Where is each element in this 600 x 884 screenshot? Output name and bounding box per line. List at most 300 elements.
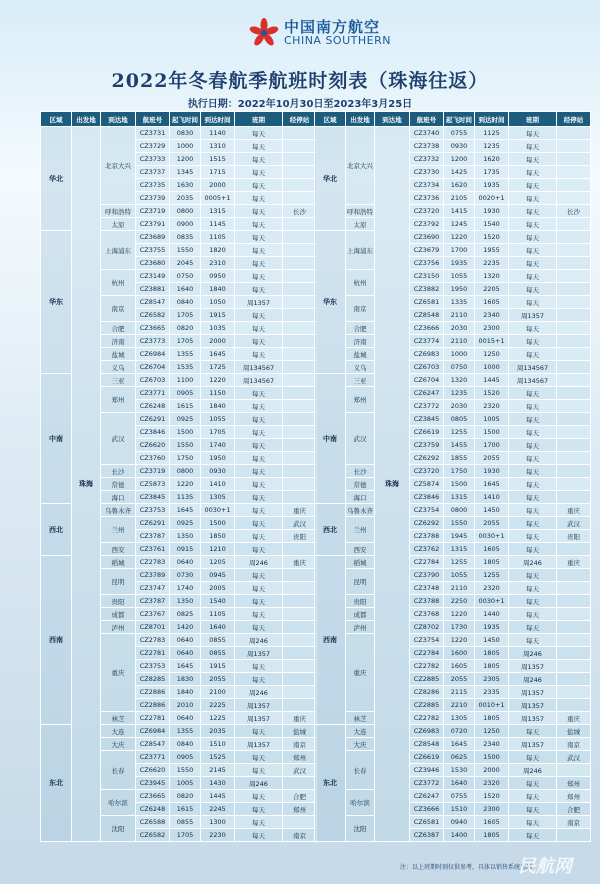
stopover-cell bbox=[557, 218, 591, 231]
schedule-days-cell: 每天 bbox=[509, 543, 557, 556]
flight-number-cell: CZ3788 bbox=[410, 530, 444, 543]
departure-time-cell: 1640 bbox=[444, 777, 475, 790]
arrival-time-cell: 2230 bbox=[201, 829, 235, 842]
departure-time-cell: 0830 bbox=[170, 127, 201, 140]
arrival-time-cell: 1105 bbox=[201, 231, 235, 244]
flight-number-cell: CZ3732 bbox=[410, 153, 444, 166]
flight-number-cell: CZ3665 bbox=[136, 322, 170, 335]
departure-time-cell: 1705 bbox=[170, 829, 201, 842]
schedule-days-cell: 周1357 bbox=[235, 647, 283, 660]
departure-time-cell: 1550 bbox=[170, 244, 201, 257]
schedule-days-cell: 周246 bbox=[235, 686, 283, 699]
departure-time-cell: 0730 bbox=[170, 569, 201, 582]
flight-number-cell: CZ3666 bbox=[410, 803, 444, 816]
region-cell: 华东 bbox=[41, 231, 72, 374]
city-cell: 乌鲁木齐 bbox=[346, 504, 375, 517]
stopover-cell: 武汉 bbox=[283, 517, 317, 530]
schedule-days-cell: 每天 bbox=[235, 205, 283, 218]
arrival-time-cell: 1540 bbox=[475, 218, 509, 231]
city-cell: 沈阳 bbox=[346, 816, 375, 842]
flight-number-cell: CZ2886 bbox=[136, 686, 170, 699]
schedule-days-cell: 周246 bbox=[235, 777, 283, 790]
stopover-cell bbox=[557, 374, 591, 387]
flight-number-cell: CZ3666 bbox=[410, 322, 444, 335]
departure-time-cell: 2105 bbox=[444, 192, 475, 205]
departure-time-cell: 1730 bbox=[444, 621, 475, 634]
schedule-days-cell: 每天 bbox=[235, 426, 283, 439]
schedule-days-cell: 每天 bbox=[509, 439, 557, 452]
flight-number-cell: CZ6581 bbox=[410, 816, 444, 829]
flight-number-cell: CZ6619 bbox=[410, 751, 444, 764]
stopover-cell bbox=[557, 829, 591, 842]
flight-number-cell: CZ3689 bbox=[136, 231, 170, 244]
arrival-time-cell: 1005 bbox=[475, 413, 509, 426]
arrival-time-cell: 1915 bbox=[201, 660, 235, 673]
region-cell: 中南 bbox=[315, 374, 346, 504]
departure-time-cell: 0930 bbox=[444, 140, 475, 153]
stopover-cell bbox=[283, 179, 317, 192]
flight-number-cell: CZ6703 bbox=[136, 374, 170, 387]
flight-number-cell: CZ6620 bbox=[136, 764, 170, 777]
stopover-cell bbox=[283, 413, 317, 426]
flight-number-cell: CZ3846 bbox=[410, 491, 444, 504]
flight-number-cell: CZ6984 bbox=[136, 725, 170, 738]
table-row bbox=[315, 218, 591, 231]
stopover-cell bbox=[557, 322, 591, 335]
flight-number-cell: CZ3690 bbox=[410, 231, 444, 244]
departure-time-cell: 1345 bbox=[170, 166, 201, 179]
stopover-cell bbox=[557, 439, 591, 452]
schedule-days-cell: 每天 bbox=[235, 166, 283, 179]
city-cell: 大庆 bbox=[346, 738, 375, 751]
schedule-days-cell: 每天 bbox=[235, 452, 283, 465]
arrival-time-cell: 2055 bbox=[475, 517, 509, 530]
schedule-days-cell: 周134567 bbox=[235, 361, 283, 374]
arrival-time-cell: 2035 bbox=[201, 725, 235, 738]
table-row bbox=[315, 621, 591, 634]
departure-time-cell: 2045 bbox=[170, 257, 201, 270]
stopover-cell bbox=[283, 634, 317, 647]
departure-time-cell: 0750 bbox=[444, 361, 475, 374]
flight-number-cell: CZ6292 bbox=[410, 517, 444, 530]
stopover-cell: 郑州 bbox=[283, 751, 317, 764]
column-header: 航班号 bbox=[136, 112, 170, 127]
schedule-days-cell: 每天 bbox=[509, 504, 557, 517]
stopover-cell: 南京 bbox=[557, 738, 591, 751]
schedule-days-cell: 每天 bbox=[509, 582, 557, 595]
schedule-days-cell: 每天 bbox=[509, 283, 557, 296]
schedule-days-cell: 每天 bbox=[235, 218, 283, 231]
stopover-cell bbox=[557, 309, 591, 322]
departure-time-cell: 1220 bbox=[444, 608, 475, 621]
departure-time-cell: 2030 bbox=[444, 322, 475, 335]
schedule-days-cell: 每天 bbox=[509, 348, 557, 361]
stopover-cell bbox=[283, 244, 317, 257]
departure-time-cell: 2210 bbox=[444, 699, 475, 712]
stopover-cell bbox=[283, 465, 317, 478]
flight-number-cell: CZ6619 bbox=[410, 426, 444, 439]
flight-number-cell: CZ3739 bbox=[136, 192, 170, 205]
stopover-cell bbox=[283, 673, 317, 686]
arrival-time-cell: 2000 bbox=[475, 764, 509, 777]
departure-time-cell: 1305 bbox=[444, 712, 475, 725]
table-row bbox=[315, 361, 591, 374]
schedule-days-cell: 每天 bbox=[235, 803, 283, 816]
departure-time-cell: 2110 bbox=[444, 335, 475, 348]
city-cell: 南京 bbox=[101, 296, 136, 322]
flight-number-cell: CZ8285 bbox=[136, 673, 170, 686]
flight-number-cell: CZ2783 bbox=[136, 634, 170, 647]
city-cell: 大庆 bbox=[101, 738, 136, 751]
stopover-cell bbox=[557, 335, 591, 348]
table-row bbox=[315, 595, 591, 608]
flight-number-cell: CZ3791 bbox=[136, 218, 170, 231]
flight-number-cell: CZ8548 bbox=[410, 309, 444, 322]
stopover-cell bbox=[557, 634, 591, 647]
city-cell: 海口 bbox=[101, 491, 136, 504]
city-cell: 重庆 bbox=[346, 634, 375, 712]
arrival-time-cell: 1520 bbox=[475, 387, 509, 400]
departure-time-cell: 1100 bbox=[170, 374, 201, 387]
arrival-time-cell: 0030+1 bbox=[475, 530, 509, 543]
schedule-days-cell: 周1357 bbox=[235, 296, 283, 309]
schedule-days-cell: 周246 bbox=[509, 764, 557, 777]
stopover-cell bbox=[557, 413, 591, 426]
arrival-time-cell: 2305 bbox=[475, 673, 509, 686]
stopover-cell: 重庆 bbox=[557, 556, 591, 569]
stopover-cell: 合肥 bbox=[283, 790, 317, 803]
city-cell: 昆明 bbox=[346, 569, 375, 595]
departure-time-cell: 1550 bbox=[170, 764, 201, 777]
flight-number-cell: CZ2886 bbox=[136, 699, 170, 712]
schedule-days-cell: 每天 bbox=[235, 257, 283, 270]
schedule-days-cell: 每天 bbox=[235, 582, 283, 595]
departure-time-cell: 0755 bbox=[444, 127, 475, 140]
stopover-cell bbox=[557, 387, 591, 400]
flight-number-cell: CZ6704 bbox=[136, 361, 170, 374]
departure-time-cell: 2055 bbox=[444, 673, 475, 686]
arrival-time-cell: 0855 bbox=[201, 647, 235, 660]
stopover-cell bbox=[557, 400, 591, 413]
departure-time-cell: 1855 bbox=[444, 452, 475, 465]
table-row bbox=[315, 738, 591, 751]
departure-time-cell: 1600 bbox=[444, 647, 475, 660]
stopover-cell bbox=[283, 569, 317, 582]
arrival-time-cell: 1500 bbox=[475, 426, 509, 439]
stopover-cell bbox=[557, 153, 591, 166]
arrival-time-cell: 1445 bbox=[201, 790, 235, 803]
city-cell: 三亚 bbox=[101, 374, 136, 387]
arrival-time-cell: 1820 bbox=[201, 244, 235, 257]
flight-number-cell: CZ3759 bbox=[410, 439, 444, 452]
table-row bbox=[315, 387, 591, 400]
city-cell: 大连 bbox=[346, 725, 375, 738]
schedule-days-cell: 周1357 bbox=[509, 712, 557, 725]
schedule-days-cell: 每天 bbox=[509, 244, 557, 257]
column-header: 班期 bbox=[235, 112, 283, 127]
schedule-days-cell: 每天 bbox=[509, 400, 557, 413]
stopover-cell bbox=[283, 647, 317, 660]
schedule-days-cell: 每天 bbox=[509, 777, 557, 790]
departure-time-cell: 1355 bbox=[170, 725, 201, 738]
city-cell: 沈阳 bbox=[101, 816, 136, 842]
flight-number-cell: CZ3740 bbox=[410, 127, 444, 140]
stopover-cell: 武汉 bbox=[557, 517, 591, 530]
stopover-cell bbox=[557, 491, 591, 504]
schedule-days-cell: 每天 bbox=[235, 751, 283, 764]
arrival-time-cell: 1805 bbox=[475, 647, 509, 660]
arrival-time-cell: 2320 bbox=[475, 400, 509, 413]
departure-time-cell: 1455 bbox=[444, 439, 475, 452]
stopover-cell bbox=[557, 452, 591, 465]
departure-time-cell: 1550 bbox=[170, 439, 201, 452]
city-cell: 长春 bbox=[101, 751, 136, 790]
city-cell: 乌鲁木齐 bbox=[101, 504, 136, 517]
departure-time-cell: 0840 bbox=[170, 296, 201, 309]
arrival-time-cell: 1500 bbox=[475, 751, 509, 764]
region-cell: 华北 bbox=[315, 127, 346, 231]
city-cell: 太原 bbox=[346, 218, 375, 231]
schedule-days-cell: 每天 bbox=[235, 309, 283, 322]
region-cell: 东北 bbox=[315, 725, 346, 842]
stopover-cell: 长沙 bbox=[557, 205, 591, 218]
arrival-time-cell: 0030+1 bbox=[201, 504, 235, 517]
flight-number-cell: CZ3881 bbox=[136, 283, 170, 296]
stopover-cell bbox=[283, 426, 317, 439]
schedule-days-cell: 周246 bbox=[235, 556, 283, 569]
stopover-cell bbox=[557, 647, 591, 660]
arrival-time-cell: 0950 bbox=[201, 270, 235, 283]
flight-number-cell: CZ3774 bbox=[410, 335, 444, 348]
arrival-time-cell: 1450 bbox=[475, 504, 509, 517]
arrival-time-cell: 1140 bbox=[201, 127, 235, 140]
city-cell: 长春 bbox=[346, 751, 375, 790]
departure-time-cell: 1055 bbox=[444, 270, 475, 283]
arrival-time-cell: 2145 bbox=[201, 764, 235, 777]
flight-number-cell: CZ6582 bbox=[136, 309, 170, 322]
city-cell: 郑州 bbox=[346, 387, 375, 413]
arrival-time-cell: 1205 bbox=[201, 556, 235, 569]
stopover-cell bbox=[557, 699, 591, 712]
schedule-days-cell: 每天 bbox=[509, 166, 557, 179]
schedule-days-cell: 每天 bbox=[235, 140, 283, 153]
table-row bbox=[315, 556, 591, 569]
schedule-days-cell: 每天 bbox=[235, 608, 283, 621]
table-row bbox=[315, 413, 591, 426]
city-cell: 西安 bbox=[101, 543, 136, 556]
page-title: 2022年冬春航季航班时刻表（珠海往返） bbox=[111, 70, 489, 92]
arrival-time-cell: 2205 bbox=[475, 283, 509, 296]
departure-time-cell: 1425 bbox=[444, 166, 475, 179]
city-cell: 林芝 bbox=[101, 712, 136, 725]
schedule-days-cell: 周1357 bbox=[509, 699, 557, 712]
departure-time-cell: 0640 bbox=[170, 556, 201, 569]
departure-time-cell: 0640 bbox=[170, 634, 201, 647]
stopover-cell bbox=[557, 140, 591, 153]
arrival-time-cell: 0930 bbox=[201, 465, 235, 478]
column-header: 区域 bbox=[41, 112, 72, 127]
city-cell: 武汉 bbox=[101, 413, 136, 465]
table-row bbox=[315, 270, 591, 283]
flight-number-cell: CZ8548 bbox=[410, 738, 444, 751]
flight-number-cell: CZ3729 bbox=[136, 140, 170, 153]
schedule-days-cell: 每天 bbox=[509, 725, 557, 738]
table-row bbox=[315, 491, 591, 504]
departure-time-cell: 1700 bbox=[444, 244, 475, 257]
stopover-cell: 贵阳 bbox=[557, 530, 591, 543]
arrival-time-cell: 1935 bbox=[475, 179, 509, 192]
departure-time-cell: 1950 bbox=[444, 283, 475, 296]
departure-time-cell: 1645 bbox=[444, 738, 475, 751]
city-cell: 盐城 bbox=[346, 348, 375, 361]
column-header: 出发地 bbox=[72, 112, 101, 127]
schedule-days-cell: 每天 bbox=[235, 790, 283, 803]
flight-number-cell: CZ3755 bbox=[136, 244, 170, 257]
city-cell: 常德 bbox=[346, 478, 375, 491]
arrival-time-cell: 1050 bbox=[201, 296, 235, 309]
flight-number-cell: CZ6582 bbox=[136, 829, 170, 842]
arrival-time-cell: 1840 bbox=[201, 283, 235, 296]
schedule-days-cell: 每天 bbox=[235, 270, 283, 283]
arrival-time-cell: 2340 bbox=[475, 738, 509, 751]
flight-number-cell: CZ6983 bbox=[410, 725, 444, 738]
city-cell: 三亚 bbox=[346, 374, 375, 387]
stopover-cell bbox=[283, 439, 317, 452]
schedule-days-cell: 每天 bbox=[235, 400, 283, 413]
departure-time-cell: 1315 bbox=[444, 543, 475, 556]
departure-time-cell: 1000 bbox=[444, 348, 475, 361]
schedule-days-cell: 每天 bbox=[509, 465, 557, 478]
flight-number-cell: CZ3771 bbox=[136, 751, 170, 764]
departure-time-cell: 2110 bbox=[444, 582, 475, 595]
stopover-cell: 重庆 bbox=[283, 712, 317, 725]
city-cell: 郑州 bbox=[101, 387, 136, 413]
stopover-cell: 郑州 bbox=[557, 777, 591, 790]
departure-time-cell: 1220 bbox=[170, 478, 201, 491]
arrival-time-cell: 0945 bbox=[201, 569, 235, 582]
column-header: 起飞时间 bbox=[170, 112, 201, 127]
arrival-time-cell: 2300 bbox=[475, 322, 509, 335]
stopover-cell bbox=[557, 660, 591, 673]
region-cell: 西北 bbox=[41, 504, 72, 556]
flight-number-cell: CZ3738 bbox=[410, 140, 444, 153]
table-row bbox=[315, 465, 591, 478]
city-cell: 合肥 bbox=[346, 322, 375, 335]
table-row bbox=[315, 608, 591, 621]
departure-time-cell: 1315 bbox=[444, 491, 475, 504]
stopover-cell bbox=[283, 153, 317, 166]
kapok-flower-icon bbox=[248, 17, 280, 49]
flight-number-cell: CZ6704 bbox=[410, 374, 444, 387]
departure-time-cell: 1615 bbox=[170, 803, 201, 816]
arrival-time-cell: 1235 bbox=[475, 140, 509, 153]
departure-time-cell: 1750 bbox=[170, 452, 201, 465]
stopover-cell: 武汉 bbox=[557, 751, 591, 764]
stopover-cell bbox=[283, 582, 317, 595]
schedule-days-cell: 周246 bbox=[509, 673, 557, 686]
schedule-days-cell: 周134567 bbox=[235, 374, 283, 387]
city-cell: 济南 bbox=[101, 335, 136, 348]
departure-time-cell: 1220 bbox=[444, 634, 475, 647]
arrival-time-cell: 1640 bbox=[201, 621, 235, 634]
arrival-time-cell: 2235 bbox=[475, 257, 509, 270]
departure-time-cell: 0925 bbox=[170, 517, 201, 530]
arrival-time-cell: 1515 bbox=[201, 153, 235, 166]
schedule-days-cell: 每天 bbox=[235, 322, 283, 335]
region-cell: 中南 bbox=[41, 374, 72, 504]
hub-city-cell: 珠海 bbox=[72, 127, 101, 842]
table-row bbox=[315, 517, 591, 530]
schedule-days-cell: 周1357 bbox=[509, 309, 557, 322]
stopover-cell bbox=[283, 595, 317, 608]
flight-number-cell: CZ3762 bbox=[410, 543, 444, 556]
flight-number-cell: CZ3733 bbox=[136, 153, 170, 166]
stopover-cell: 重庆 bbox=[557, 504, 591, 517]
watermark: 民航网 bbox=[518, 856, 572, 877]
departure-time-cell: 2030 bbox=[444, 400, 475, 413]
departure-time-cell: 1200 bbox=[170, 153, 201, 166]
departure-time-cell: 1005 bbox=[170, 777, 201, 790]
schedule-days-cell: 周1357 bbox=[235, 738, 283, 751]
arrival-time-cell: 0010+1 bbox=[475, 699, 509, 712]
departure-time-cell: 2250 bbox=[444, 595, 475, 608]
city-cell: 义乌 bbox=[346, 361, 375, 374]
flight-number-cell: CZ6248 bbox=[136, 400, 170, 413]
arrival-time-cell: 1250 bbox=[475, 348, 509, 361]
stopover-cell bbox=[557, 296, 591, 309]
schedule-days-cell: 每天 bbox=[235, 621, 283, 634]
arrival-time-cell: 1315 bbox=[201, 205, 235, 218]
departure-time-cell: 1255 bbox=[444, 426, 475, 439]
city-cell: 合肥 bbox=[101, 322, 136, 335]
flight-number-cell: CZ3730 bbox=[410, 166, 444, 179]
arrival-time-cell: 1510 bbox=[201, 738, 235, 751]
schedule-days-cell: 每天 bbox=[509, 634, 557, 647]
arrival-time-cell: 1840 bbox=[201, 400, 235, 413]
city-cell: 昆明 bbox=[101, 569, 136, 595]
stopover-cell: 重庆 bbox=[283, 556, 317, 569]
flight-number-cell: CZ8701 bbox=[136, 621, 170, 634]
table-row bbox=[315, 296, 591, 309]
schedule-days-cell: 周1357 bbox=[235, 699, 283, 712]
schedule-days-cell: 每天 bbox=[235, 348, 283, 361]
departure-time-cell: 0805 bbox=[444, 413, 475, 426]
flight-number-cell: CZ6292 bbox=[410, 452, 444, 465]
stopover-cell bbox=[557, 127, 591, 140]
stopover-cell bbox=[283, 361, 317, 374]
schedule-days-cell: 每天 bbox=[509, 608, 557, 621]
flight-number-cell: CZ6387 bbox=[410, 829, 444, 842]
departure-time-cell: 1705 bbox=[170, 335, 201, 348]
departure-time-cell: 0900 bbox=[170, 218, 201, 231]
flight-number-cell: CZ3150 bbox=[410, 270, 444, 283]
arrival-time-cell: 2055 bbox=[201, 673, 235, 686]
arrival-time-cell: 2300 bbox=[475, 803, 509, 816]
table-row bbox=[315, 725, 591, 738]
flight-number-cell: CZ2781 bbox=[136, 647, 170, 660]
departure-time-cell: 1510 bbox=[444, 803, 475, 816]
city-cell: 盐城 bbox=[101, 348, 136, 361]
flight-number-cell: CZ3772 bbox=[410, 400, 444, 413]
departure-time-cell: 1530 bbox=[444, 764, 475, 777]
schedule-days-cell: 周246 bbox=[509, 647, 557, 660]
table-row bbox=[315, 127, 591, 140]
schedule-days-cell: 每天 bbox=[235, 231, 283, 244]
departure-time-cell: 0640 bbox=[170, 712, 201, 725]
departure-time-cell: 1750 bbox=[444, 465, 475, 478]
stopover-cell bbox=[283, 686, 317, 699]
schedule-days-cell: 每天 bbox=[509, 569, 557, 582]
